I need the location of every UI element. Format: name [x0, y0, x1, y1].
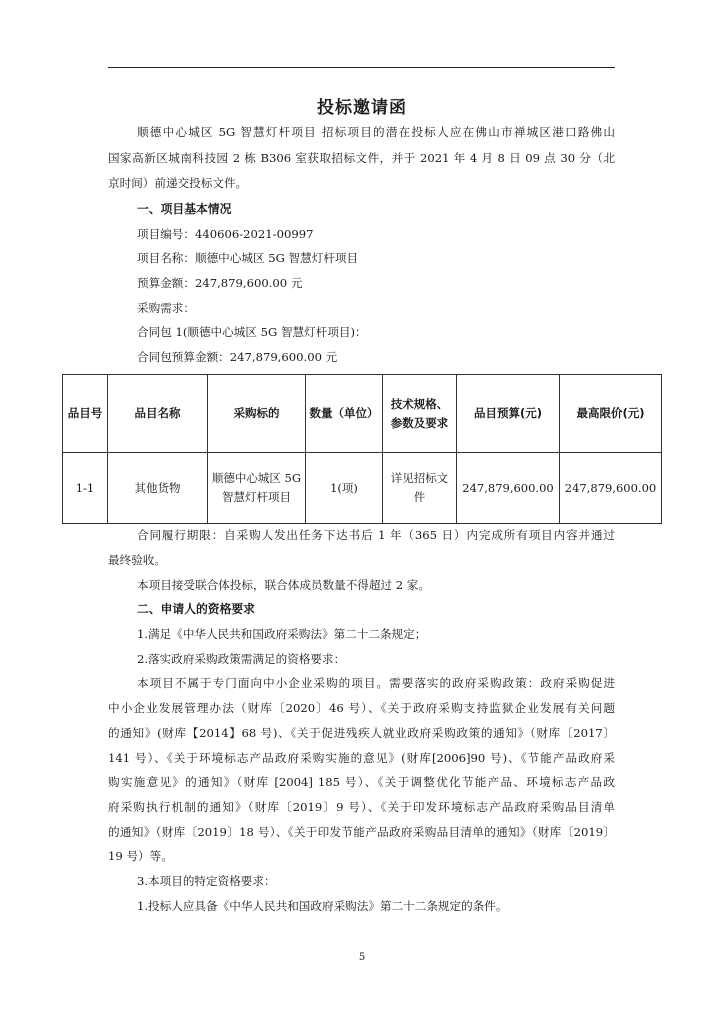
consortium-note: 本项目接受联合体投标，联合体成员数量不得超过 2 家。 [137, 578, 430, 592]
page-number: 5 [358, 952, 366, 963]
requirement-2: 2.落实政府采购政策需满足的资格要求： [137, 652, 346, 666]
header-rule [108, 67, 615, 68]
section2-heading: 二、申请人的资格要求 [137, 602, 255, 616]
requirement-3: 3.本项目的特定资格要求： [137, 874, 276, 888]
project-name: 项目名称：顺德中心城区 5G 智慧灯杆项目 [137, 251, 359, 265]
contract-package: 合同包 1(顺德中心城区 5G 智慧灯杆项目)： [137, 325, 367, 339]
cell-max-price: 247,879,600.00 [560, 453, 662, 524]
contract-period-line-2: 最终验收。 [108, 553, 166, 567]
policy-line-2: 中小企业发展管理办法（财库〔2020〕46 号）、《关于政府采购支持监狱企业发展有关问题 [108, 701, 615, 715]
document-title: 投标邀请函 [317, 98, 407, 118]
cell-item-budget: 247,879,600.00 [457, 453, 560, 524]
intro-line-1: 顺德中心城区 5G 智慧灯杆项目 招标项目的潜在投标人应在佛山市禅城区港口路佛山 [137, 125, 615, 139]
table-header-row [63, 375, 662, 453]
col-max-price: 最高限价(元) [560, 375, 662, 453]
contract-period-line-1: 合同履行期限：自采购人发出任务下达书后 1 年（365 日）内完成所有项目内容并通过 [137, 528, 615, 542]
package-budget: 合同包预算金额：247,879,600.00 元 [137, 350, 338, 364]
cell-subject: 顺德中心城区 5G 智慧灯杆项目 [208, 453, 306, 524]
intro-line-2: 国家高新区城南科技园 2 栋 B306 室获取招标文件，并于 2021 年 4 月 8 日 09 点 30 分（北 [108, 151, 615, 165]
policy-line-7: 的通知》（财库〔2019〕18 号）、《关于印发节能产品政府采购品目清单的通知》（财库〔2019〕 [108, 825, 615, 839]
section1-heading: 一、项目基本情况 [137, 202, 232, 216]
policy-line-5: 购实施意见》的通知》（财库 [2004] 185 号）、《关于调整优化节能产品、环境标志产品政 [108, 775, 615, 789]
policy-line-3: 的通知》(财库【2014】68 号)、《关于促进残疾人就业政府采购政策的通知》（财库〔2017〕 [108, 726, 615, 740]
col-item-no: 品目号 [63, 375, 108, 453]
policy-line-6: 府采购执行机制的通知》（财库〔2019〕9 号）、《关于印发环境标志产品政府采购品目清单 [108, 800, 615, 814]
procurement-table [62, 374, 662, 524]
col-item-budget: 品目预算(元) [457, 375, 560, 453]
cell-item-name: 其他货物 [108, 453, 208, 524]
policy-line-4: 141 号）、《关于环境标志产品政府采购实施的意见》(财库[2006]90 号)、《节能产品政府采 [108, 751, 615, 765]
cell-specs: 详见招标文件 [383, 453, 457, 524]
procurement-demand: 采购需求： [137, 301, 195, 315]
budget-amount: 预算金额：247,879,600.00 元 [137, 276, 303, 290]
col-quantity: 数量（单位） [306, 375, 383, 453]
policy-line-8: 19 号）等。 [108, 849, 173, 863]
col-specs: 技术规格、参数及要求 [383, 375, 457, 453]
policy-line-1: 本项目不属于专门面向中小企业采购的项目。需要落实的政府采购政策：政府采购促进 [137, 676, 615, 690]
requirement-1: 1.满足《中华人民共和国政府采购法》第二十二条规定； [137, 627, 427, 641]
col-subject: 采购标的 [208, 375, 306, 453]
cell-quantity: 1(项) [306, 453, 383, 524]
requirement-3-1: 1.投标人应具备《中华人民共和国政府采购法》第二十二条规定的条件。 [137, 899, 508, 913]
col-item-name: 品目名称 [108, 375, 208, 453]
table-row [63, 453, 662, 524]
project-number: 项目编号：440606-2021-00997 [137, 227, 314, 241]
intro-line-3: 京时间）前递交投标文件。 [108, 176, 248, 190]
cell-item-no: 1-1 [63, 453, 108, 524]
